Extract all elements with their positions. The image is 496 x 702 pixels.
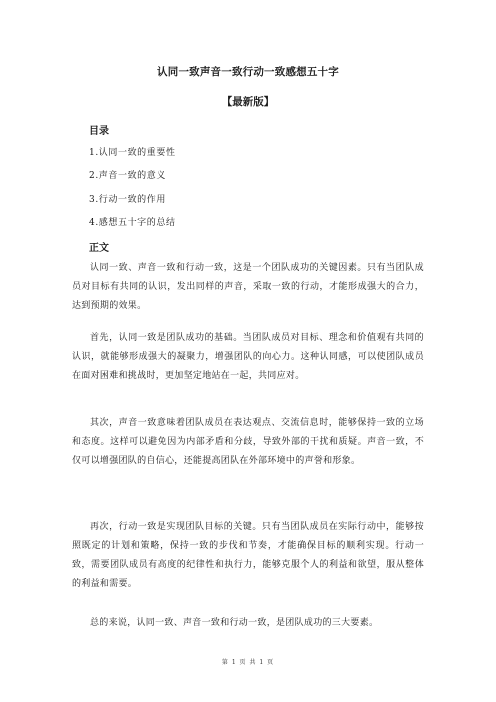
paragraph: 再次，行动一致是实现团队目标的关键。只有当团队成员在实际行动中，能够按照既定的计划和策略，保持一致的步伐和节奏，才能确保目标的顺利实现。行动一致，需要团队成员有高度的纪律性和执行力，能够克服个人的利益和欲望，服从整体的利益和需要。 <box>72 522 424 589</box>
document-title: 认同一致声音一致行动一致感想五十字 <box>157 66 339 78</box>
body-heading: 正文 <box>89 243 109 254</box>
document-subtitle: 【最新版】 <box>221 96 275 108</box>
paragraph: 总的来说，认同一致、声音一致和行动一致，是团队成功的三大要素。 <box>90 618 379 628</box>
toc-item: 3.行动一致的作用 <box>89 195 166 205</box>
toc-item: 1.认同一致的重要性 <box>89 148 176 158</box>
page-footer: 第 1 页 共 1 页 <box>221 659 275 666</box>
toc-item: 2.声音一致的意义 <box>89 171 166 181</box>
paragraph: 认同一致、声音一致和行动一致，这是一个团队成功的关键因素。只有当团队成员对目标有共同的认识，发出同样的声音，采取一致的行动，才能形成强大的合力，达到预期的效果。 <box>72 263 424 311</box>
paragraph: 首先，认同一致是团队成功的基础。当团队成员对目标、理念和价值观有共同的认识，就能够形成强大的凝聚力，增强团队的向心力。这种认同感，可以使团队成员在面对困难和挑战时，更加坚定地站在一起，共同应对。 <box>72 333 424 381</box>
toc-heading: 目录 <box>89 126 109 137</box>
paragraph: 其次，声音一致意味着团队成员在表达观点、交流信息时，能够保持一致的立场和态度。这样可以避免因为内部矛盾和分歧，导致外部的干扰和质疑。声音一致，不仅可以增强团队的自信心，还能提高团队在外部环境中的声誉和形象。 <box>72 418 424 466</box>
toc-item: 4.感想五十字的总结 <box>89 218 176 228</box>
